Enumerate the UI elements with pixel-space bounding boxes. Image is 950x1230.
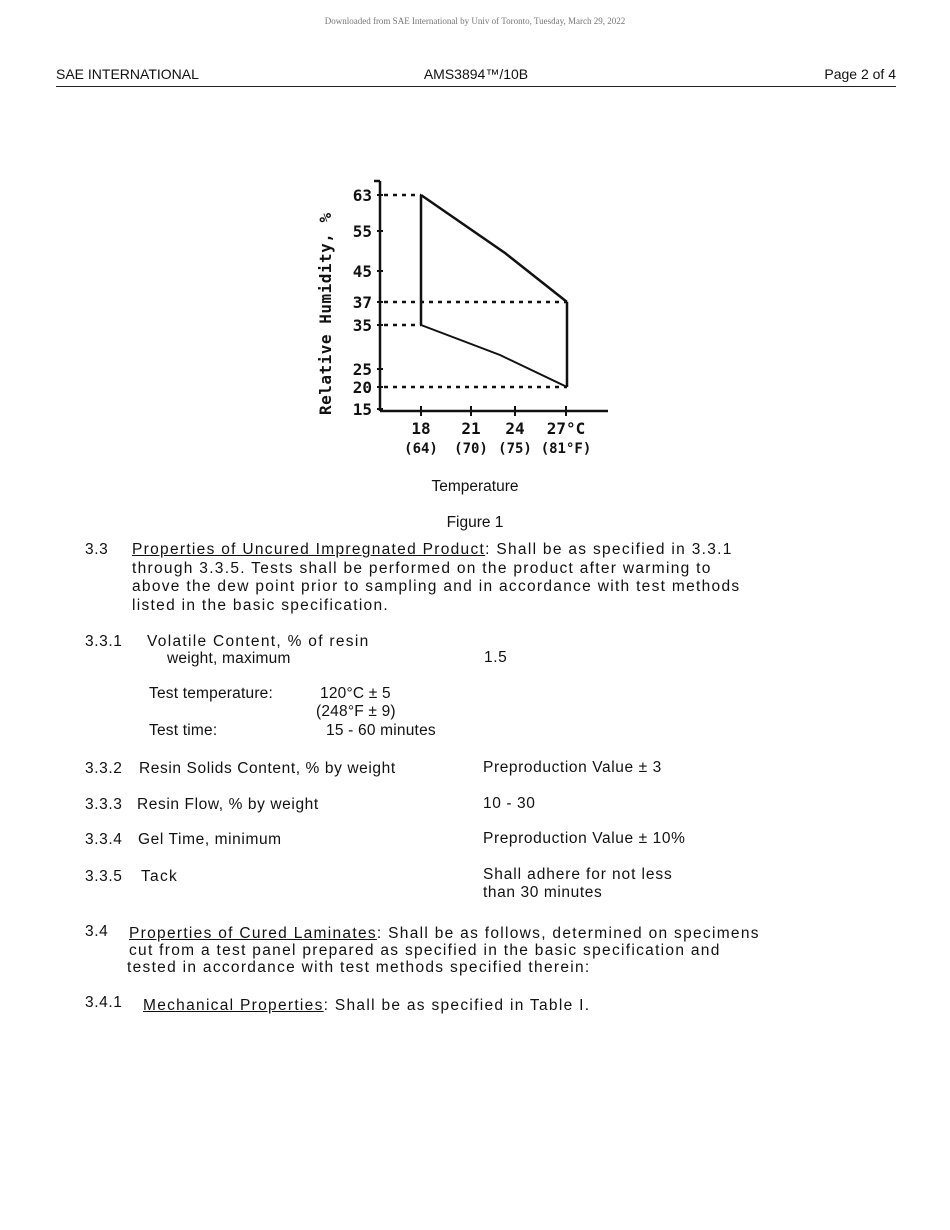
volatile-content-value: 1.5	[484, 649, 508, 666]
y-tick-label: 63	[352, 186, 372, 205]
y-tick-label: 55	[352, 222, 372, 241]
x-tick-label-f: (70)	[454, 441, 488, 457]
resin-flow-label: Resin Flow, % by weight	[137, 796, 319, 813]
test-temperature-f: (248°F ± 9)	[316, 703, 396, 720]
test-temperature-c: 120°C ± 5	[320, 685, 391, 702]
header-org: SAE INTERNATIONAL	[56, 66, 199, 82]
section-3-4-line1	[129, 925, 760, 943]
resin-solids-value: Preproduction Value ± 3	[483, 759, 662, 776]
test-temperature-label: Test temperature:	[149, 685, 274, 702]
tack-value-line2: than 30 minutes	[483, 884, 603, 901]
y-tick-label: 15	[352, 400, 372, 419]
section-3-4-1-number: 3.4.1	[85, 994, 123, 1011]
tack-label: Tack	[141, 868, 179, 885]
lower-series-line	[421, 325, 567, 387]
section-3-3-line3: above the dew point prior to sampling and in accordance with test methods	[132, 578, 741, 595]
section-3-3-line4: listed in the basic specification.	[132, 597, 390, 614]
section-3-3-4-number: 3.3.4	[85, 831, 123, 848]
page-header	[56, 66, 896, 87]
x-tick-label: 24	[505, 419, 525, 438]
y-tick-label: 35	[352, 316, 372, 335]
x-tick-label: 27°C	[546, 419, 586, 438]
section-3-4-1-rest: : Shall be as specified in Table I.	[323, 997, 591, 1014]
x-tick-label-f: (64)	[404, 441, 438, 457]
section-3-4-line1-rest: : Shall be as follows, determined on specimens	[376, 925, 760, 942]
section-3-4-1-line	[143, 997, 590, 1015]
test-time-label: Test time:	[149, 722, 218, 739]
y-tick-label: 20	[352, 378, 372, 397]
section-3-4-title: Properties of Cured Laminates	[129, 925, 377, 942]
y-tick-label: 25	[352, 360, 372, 379]
section-3-3-line1	[132, 541, 733, 559]
x-tick-label-f: (75)	[498, 441, 532, 457]
download-note: Downloaded from SAE International by Univ of Toronto, Tuesday, March 29, 2022	[324, 16, 626, 26]
y-tick-label: 45	[352, 262, 372, 281]
upper-series-line	[421, 195, 567, 302]
y-tick-label: 37	[352, 293, 372, 312]
resin-flow-value: 10 - 30	[483, 795, 536, 812]
section-3-4-line3: tested in accordance with test methods specified therein:	[127, 959, 591, 976]
test-time-value: 15 - 60 minutes	[326, 722, 436, 739]
section-3-4-number: 3.4	[85, 923, 109, 940]
humidity-chart	[300, 165, 620, 465]
tack-value-line1: Shall adhere for not less	[483, 866, 673, 883]
header-page-number: Page 2 of 4	[824, 66, 896, 82]
volatile-content-label-2: weight, maximum	[167, 650, 291, 667]
figure-xlabel: Temperature	[431, 478, 519, 495]
header-doc-number: AMS3894™/10B	[423, 66, 529, 82]
y-axis-label: Relative Humidity, %	[316, 212, 335, 415]
section-3-4-line2: cut from a test panel prepared as specified in the basic specification and	[129, 942, 721, 959]
x-tick-label-f: (81°F)	[540, 441, 592, 457]
section-3-3-line1-rest: : Shall be as specified in 3.3.1	[485, 541, 733, 558]
resin-solids-label: Resin Solids Content, % by weight	[139, 760, 396, 777]
section-3-4-1-title: Mechanical Properties	[143, 997, 324, 1014]
volatile-content-label: Volatile Content, % of resin	[147, 633, 370, 650]
gel-time-label: Gel Time, minimum	[138, 831, 282, 848]
section-3-3-title: Properties of Uncured Impregnated Product	[132, 541, 486, 558]
section-3-3-line2: through 3.3.5. Tests shall be performed on the product after warming to	[132, 560, 712, 577]
gel-time-value: Preproduction Value ± 10%	[483, 830, 686, 847]
section-3-3-2-number: 3.3.2	[85, 760, 123, 777]
section-3-3-1-number: 3.3.1	[85, 633, 123, 650]
x-tick-label: 21	[461, 419, 481, 438]
section-3-3-5-number: 3.3.5	[85, 868, 123, 885]
x-tick-label: 18	[411, 419, 431, 438]
section-3-3-3-number: 3.3.3	[85, 796, 123, 813]
figure-caption: Figure 1	[446, 514, 504, 531]
section-3-3-number: 3.3	[85, 541, 109, 558]
